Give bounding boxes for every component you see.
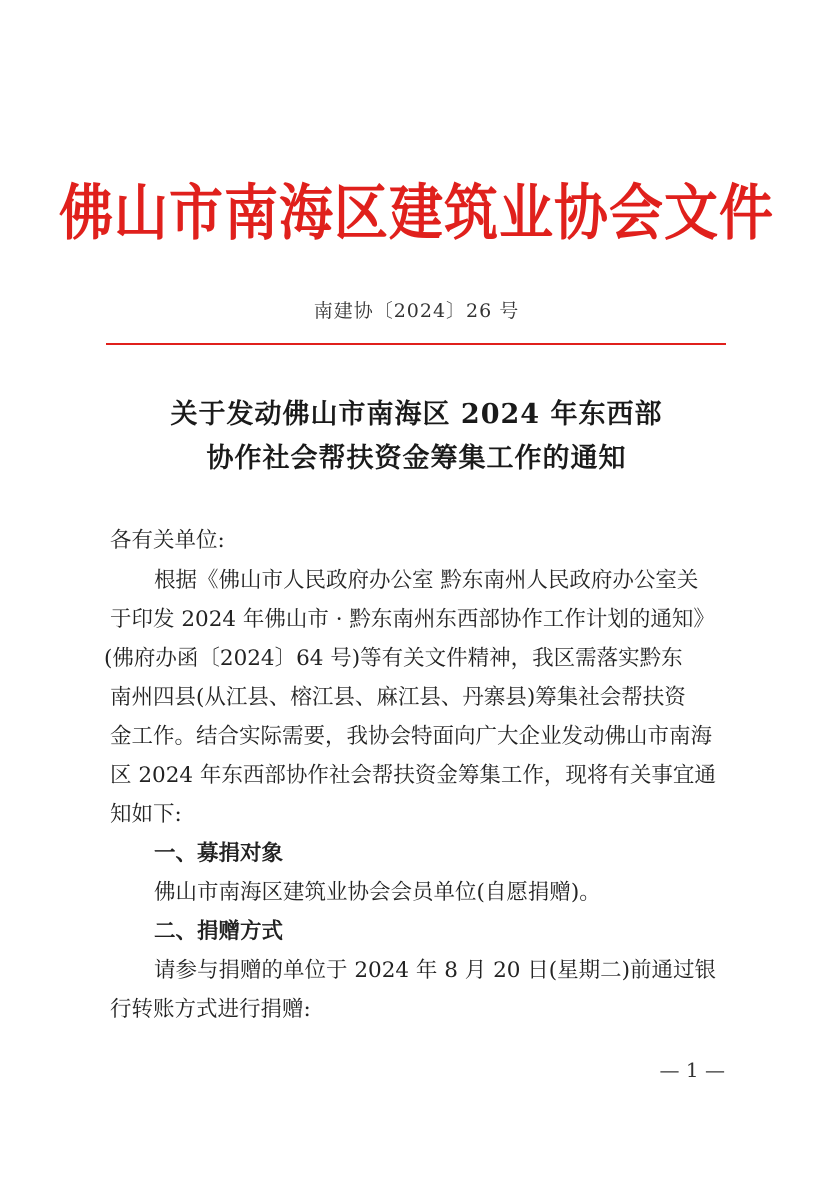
section-heading-2: 二、捐赠方式: [154, 919, 284, 944]
section-text-2-line: 行转账方式进行捐赠:: [110, 997, 311, 1022]
page-number: — 1 —: [659, 1058, 725, 1082]
section-heading-1: 一、募捐对象: [154, 841, 284, 866]
section-text-2-line: 请参与捐赠的单位于 2024 年 8 月 20 日(星期二)前通过银: [154, 958, 717, 983]
section-text-1: 佛山市南海区建筑业协会会员单位(自愿捐赠)。: [154, 880, 601, 905]
paragraph-line: 根据《佛山市人民政府办公室 黔东南州人民政府办公室关: [154, 568, 699, 593]
document-title-line-2: 协作社会帮扶资金筹集工作的通知: [206, 443, 627, 474]
document-title-line-1: 关于发动佛山市南海区 2024 年东西部: [170, 399, 663, 430]
red-divider-line: [106, 343, 726, 345]
paragraph-line: (佛府办函〔2024〕64 号)等有关文件精神，我区需落实黔东: [104, 646, 683, 671]
org-document-header: 佛山市南海区建筑业协会文件: [59, 177, 774, 249]
paragraph-line: 于印发 2024 年佛山市 · 黔东南州东西部协作工作计划的通知》: [110, 607, 715, 632]
paragraph-line: 知如下:: [110, 802, 182, 827]
document-number: 南建协〔2024〕26 号: [313, 300, 520, 322]
paragraph-line: 南州四县(从江县、榕江县、麻江县、丹寨县)筹集社会帮扶资: [110, 685, 686, 710]
paragraph-line: 区 2024 年东西部协作社会帮扶资金筹集工作，现将有关事宜通: [110, 763, 716, 788]
paragraph-line: 金工作。结合实际需要，我协会特面向广大企业发动佛山市南海: [110, 724, 713, 749]
salutation: 各有关单位:: [110, 528, 225, 553]
